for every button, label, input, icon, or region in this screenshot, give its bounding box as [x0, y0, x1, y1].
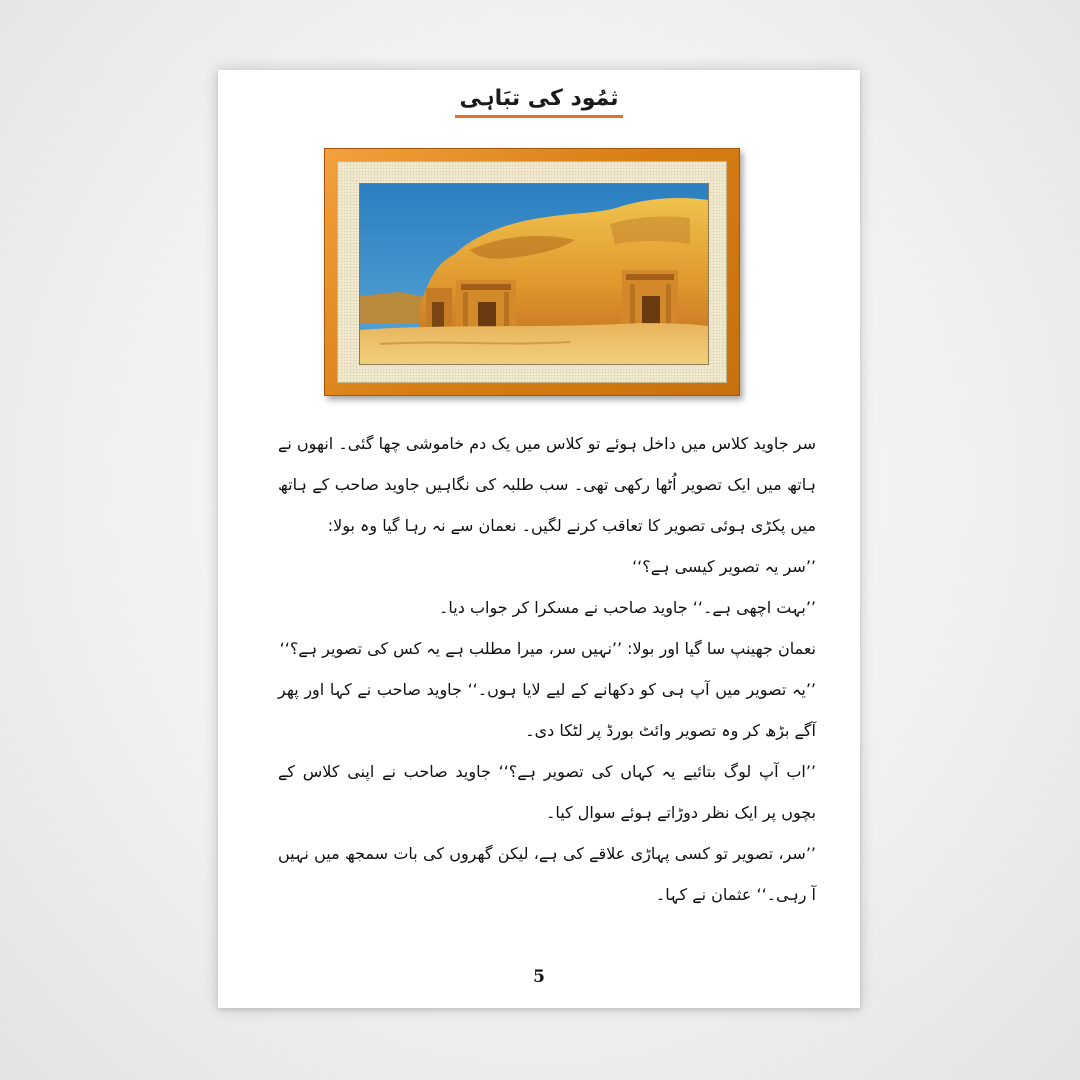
picture-mat [337, 161, 727, 383]
book-title: ثمُود کی تبَاہی [455, 86, 622, 118]
picture-frame-icon [324, 148, 740, 396]
story-paragraph: ’’بہت اچھی ہے۔‘‘ جاوید صاحب نے مسکرا کر جواب دیا۔ [439, 598, 816, 617]
rock-cut-tombs-photo [359, 183, 709, 365]
story-paragraph: ’’یہ تصویر میں آپ ہی کو دکھانے کے لیے لایا ہوں۔‘‘ جاوید صاحب نے کہا اور پھر آگے بڑھ کر وہ تصویر وائٹ بورڈ پر لٹکا دی۔ [278, 680, 816, 740]
book-page [218, 70, 860, 1008]
story-paragraph: سر جاوید کلاس میں داخل ہوئے تو کلاس میں یک دم خاموشی چھا گئی۔ انھوں نے ہاتھ میں ایک تصویر اُٹھا رکھی تھی۔ سب طلبہ کی نگاہیں جاوید صاحب کے ہاتھ میں پکڑی ہوئی تصویر کا تعاقب کرنے لگیں۔ نعمان سے نہ رہا گیا وہ بولا: [278, 434, 816, 535]
page-number: 5 [533, 967, 545, 987]
story-text [278, 423, 816, 915]
story-paragraph: ’’اب آپ لوگ بتائیے یہ کہاں کی تصویر ہے؟‘‘ جاوید صاحب نے اپنی کلاس کے بچوں پر ایک نظر دوڑاتے ہوئے سوال کیا۔ [278, 762, 816, 822]
story-paragraph: ’’سر، تصویر تو کسی پہاڑی علاقے کی ہے، لیکن گھروں کی بات سمجھ میں نہیں آ رہی۔‘‘ عثمان نے کہا۔ [278, 844, 816, 904]
story-paragraph: ’’سر یہ تصویر کیسی ہے؟‘‘ [632, 557, 816, 576]
story-paragraph: نعمان جھینپ سا گیا اور بولا: ’’نہیں سر، میرا مطلب ہے یہ کس کی تصویر ہے؟‘‘ [279, 639, 816, 658]
page-header [218, 86, 860, 118]
